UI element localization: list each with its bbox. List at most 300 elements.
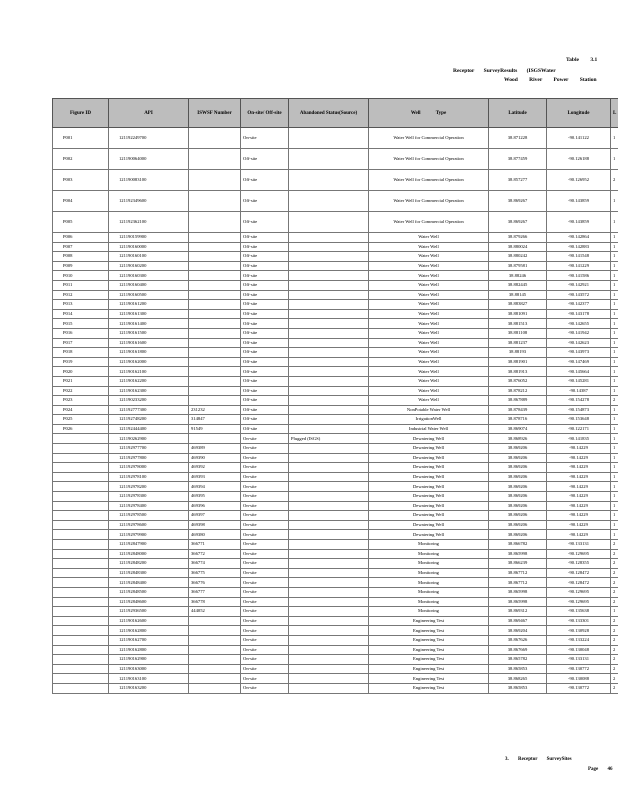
cell-l: 2 [611, 396, 618, 406]
cell-abandoned-status [289, 444, 369, 454]
cell-iswsf-number [189, 170, 241, 191]
table-row [53, 319, 618, 329]
cell-abandoned-status [289, 233, 369, 243]
cell-well-type: Monitoring [369, 559, 489, 569]
cell-api: 121190160100 [109, 252, 189, 262]
cell-well-type: Water Well [369, 252, 489, 262]
cell-longitude: -90.133301 [547, 616, 611, 626]
cell-abandoned-status [289, 616, 369, 626]
cell-onsite-offsite: On-site [241, 520, 289, 530]
cell-iswsf-number: 366774 [189, 559, 241, 569]
cell-iswsf-number: 469393 [189, 472, 241, 482]
cell-latitude: 38.869206 [489, 463, 547, 473]
cell-figure-id: P015 [53, 319, 109, 329]
cell-iswsf-number [189, 396, 241, 406]
cell-well-type: Water Well [369, 338, 489, 348]
cell-iswsf-number: 366771 [189, 540, 241, 550]
cell-onsite-offsite: Off-site [241, 191, 289, 212]
cell-figure-id: P021 [53, 376, 109, 386]
cell-onsite-offsite: Off-site [241, 328, 289, 338]
cell-longitude: -90.141122 [547, 128, 611, 149]
cell-latitude: 38.881513 [489, 319, 547, 329]
cell-api: 121192362100 [109, 212, 189, 233]
cell-iswsf-number [189, 300, 241, 310]
cell-longitude: -90.130088 [547, 674, 611, 684]
cell-longitude: -90.135638 [547, 607, 611, 617]
cell-figure-id [53, 463, 109, 473]
cell-figure-id [53, 520, 109, 530]
col-header-iswsf-number: ISWSF Number [189, 99, 241, 128]
cell-well-type: Water Well [369, 396, 489, 406]
table-row [53, 482, 618, 492]
cell-figure-id: P016 [53, 328, 109, 338]
cell-abandoned-status [289, 453, 369, 463]
cell-iswsf-number [189, 242, 241, 252]
cell-abandoned-status [289, 149, 369, 170]
table-row [53, 501, 618, 511]
col-header-well-type: Well Type [369, 99, 489, 128]
cell-longitude: -90.130048 [547, 645, 611, 655]
cell-onsite-offsite: On-site [241, 453, 289, 463]
cell-api: 121192978300 [109, 492, 189, 502]
cell-l: 1 [611, 472, 618, 482]
table-label [566, 57, 597, 63]
cell-figure-id: P006 [53, 233, 109, 243]
cell-l: 2 [611, 568, 618, 578]
cell-onsite-offsite: On-site [241, 501, 289, 511]
cell-abandoned-status [289, 626, 369, 636]
table-row [53, 655, 618, 665]
table-row [53, 674, 618, 684]
cell-figure-id: P014 [53, 309, 109, 319]
cell-longitude: -90.142655 [547, 319, 611, 329]
cell-iswsf-number [189, 252, 241, 262]
cell-abandoned-status [289, 482, 369, 492]
cell-api: 121192349600 [109, 191, 189, 212]
cell-well-type: Water Well [369, 319, 489, 329]
cell-iswsf-number [189, 348, 241, 358]
cell-iswsf-number: 314847 [189, 415, 241, 425]
cell-api: 121192777300 [109, 405, 189, 415]
cell-figure-id [53, 511, 109, 521]
cell-api: 121192444400 [109, 424, 189, 434]
table-row [53, 683, 618, 693]
cell-latitude: 38.878716 [489, 415, 547, 425]
cell-l: 1 [611, 444, 618, 454]
cell-longitude: -90.14229 [547, 482, 611, 492]
cell-abandoned-status [289, 511, 369, 521]
cell-onsite-offsite: On-site [241, 128, 289, 149]
cell-longitude: -90.14229 [547, 520, 611, 530]
cell-iswsf-number [189, 635, 241, 645]
table-row [53, 233, 618, 243]
cell-onsite-offsite: On-site [241, 645, 289, 655]
cell-well-type: Water Well [369, 309, 489, 319]
table-row [53, 635, 618, 645]
cell-l: 2 [611, 170, 618, 191]
cell-latitude: 38.876052 [489, 376, 547, 386]
cell-onsite-offsite: Off-site [241, 212, 289, 233]
cell-longitude: -90.142623 [547, 338, 611, 348]
cell-longitude: -90.154873 [547, 405, 611, 415]
cell-api: 121192978600 [109, 520, 189, 530]
cell-iswsf-number [189, 212, 241, 233]
table-row [53, 357, 618, 367]
cell-api: 121190233200 [109, 396, 189, 406]
cell-latitude: 38.880024 [489, 242, 547, 252]
cell-onsite-offsite: On-site [241, 683, 289, 693]
cell-figure-id [53, 674, 109, 684]
cell-l: 1 [611, 520, 618, 530]
cell-latitude: 38.868926 [489, 434, 547, 444]
cell-figure-id [53, 635, 109, 645]
cell-onsite-offsite: Off-site [241, 357, 289, 367]
cell-figure-id [53, 616, 109, 626]
cell-iswsf-number: 366777 [189, 587, 241, 597]
table-row [53, 645, 618, 655]
cell-onsite-offsite: Off-site [241, 338, 289, 348]
cell-latitude: 38.867712 [489, 578, 547, 588]
cell-figure-id: P026 [53, 424, 109, 434]
cell-well-type: Water Well [369, 280, 489, 290]
cell-longitude: -90.14229 [547, 492, 611, 502]
cell-abandoned-status [289, 587, 369, 597]
cell-iswsf-number [189, 191, 241, 212]
cell-l: 1 [611, 338, 618, 348]
cell-l: 1 [611, 482, 618, 492]
cell-longitude: -90.145281 [547, 376, 611, 386]
cell-well-type: Dewatering Well [369, 501, 489, 511]
table-row [53, 597, 618, 607]
cell-onsite-offsite: Off-site [241, 261, 289, 271]
cell-iswsf-number [189, 434, 241, 444]
cell-abandoned-status [289, 568, 369, 578]
cell-api: 121190160000 [109, 242, 189, 252]
cell-figure-id [53, 492, 109, 502]
cell-onsite-offsite: On-site [241, 434, 289, 444]
cell-figure-id: P025 [53, 415, 109, 425]
cell-l: 1 [611, 357, 618, 367]
cell-iswsf-number [189, 338, 241, 348]
cell-api: 121192936500 [109, 607, 189, 617]
cell-well-type: Water Well [369, 357, 489, 367]
cell-abandoned-status [289, 252, 369, 262]
cell-l: 1 [611, 367, 618, 377]
cell-abandoned-status [289, 242, 369, 252]
cell-abandoned-status [289, 212, 369, 233]
cell-l: 1 [611, 424, 618, 434]
cell-iswsf-number: 469389 [189, 444, 241, 454]
cell-iswsf-number [189, 367, 241, 377]
cell-latitude: 38.88193 [489, 348, 547, 358]
cell-latitude: 38.871228 [489, 128, 547, 149]
table-row [53, 472, 618, 482]
cell-onsite-offsite: Off-site [241, 415, 289, 425]
table-row [53, 396, 618, 406]
cell-iswsf-number: 469394 [189, 482, 241, 492]
cell-api: 121190160400 [109, 280, 189, 290]
cell-figure-id [53, 482, 109, 492]
cell-api: 121190163100 [109, 674, 189, 684]
footer-section: 3. Receptor SurveySites [505, 757, 572, 762]
cell-api: 121192978000 [109, 463, 189, 473]
cell-longitude: -90.141229 [547, 261, 611, 271]
cell-well-type: IrrigationWell [369, 415, 489, 425]
cell-l: 1 [611, 348, 618, 358]
cell-abandoned-status [289, 501, 369, 511]
cell-figure-id [53, 530, 109, 540]
cell-iswsf-number [189, 357, 241, 367]
table-label-text: Table [566, 57, 579, 63]
cell-figure-id [53, 501, 109, 511]
cell-latitude: 38.869206 [489, 472, 547, 482]
cell-l: 1 [611, 233, 618, 243]
cell-latitude: 38.879581 [489, 261, 547, 271]
col-header-l: L [611, 99, 618, 128]
cell-abandoned-status [289, 597, 369, 607]
cell-abandoned-status: Plugged (ISGS) [289, 434, 369, 444]
cell-well-type: Water Well [369, 386, 489, 396]
cell-l: 1 [611, 242, 618, 252]
cell-onsite-offsite: Off-site [241, 300, 289, 310]
cell-onsite-offsite: Off-site [241, 319, 289, 329]
cell-well-type: Engineering Test [369, 655, 489, 665]
cell-longitude: -90.130928 [547, 626, 611, 636]
cell-iswsf-number [189, 280, 241, 290]
cell-longitude: -90.128472 [547, 578, 611, 588]
table-row [53, 328, 618, 338]
table-row [53, 520, 618, 530]
cell-well-type: Engineering Test [369, 683, 489, 693]
cell-abandoned-status [289, 424, 369, 434]
cell-api: 121190064000 [109, 149, 189, 170]
cell-api: 121190162800 [109, 645, 189, 655]
cell-figure-id: P023 [53, 396, 109, 406]
table-row [53, 415, 618, 425]
cell-longitude: -90.143973 [547, 348, 611, 358]
cell-well-type: Water Well for Commercial Operation [369, 191, 489, 212]
cell-api: 121192748200 [109, 415, 189, 425]
cell-iswsf-number: 469380 [189, 530, 241, 540]
cell-well-type: Water Well [369, 367, 489, 377]
cell-abandoned-status [289, 635, 369, 645]
cell-well-type: Dewatering Well [369, 434, 489, 444]
cell-latitude: 38.869206 [489, 492, 547, 502]
cell-well-type: Water Well [369, 233, 489, 243]
cell-figure-id: P024 [53, 405, 109, 415]
cell-latitude: 38.865998 [489, 549, 547, 559]
cell-onsite-offsite: On-site [241, 559, 289, 569]
cell-api: 121192848500 [109, 587, 189, 597]
cell-figure-id [53, 549, 109, 559]
cell-iswsf-number: 91549 [189, 424, 241, 434]
table-row [53, 348, 618, 358]
cell-l: 1 [611, 149, 618, 170]
cell-abandoned-status [289, 309, 369, 319]
cell-well-type: Engineering Test [369, 616, 489, 626]
cell-well-type: Water Well [369, 328, 489, 338]
cell-abandoned-status [289, 357, 369, 367]
cell-figure-id [53, 607, 109, 617]
cell-api: 121190159900 [109, 233, 189, 243]
cell-longitude: -90.133131 [547, 540, 611, 550]
cell-abandoned-status [289, 683, 369, 693]
cell-onsite-offsite: Off-site [241, 386, 289, 396]
cell-longitude: -90.126188 [547, 149, 611, 170]
cell-api: 121190162300 [109, 386, 189, 396]
cell-iswsf-number: 231232 [189, 405, 241, 415]
cell-iswsf-number [189, 261, 241, 271]
cell-iswsf-number [189, 290, 241, 300]
cell-figure-id: P004 [53, 191, 109, 212]
cell-well-type: Dewatering Well [369, 472, 489, 482]
cell-onsite-offsite: Off-site [241, 252, 289, 262]
cell-figure-id [53, 472, 109, 482]
cell-latitude: 38.869204 [489, 626, 547, 636]
cell-l: 2 [611, 664, 618, 674]
cell-longitude: -90.141942 [547, 328, 611, 338]
cell-abandoned-status [289, 520, 369, 530]
cell-l: 1 [611, 492, 618, 502]
cell-api: 121190161800 [109, 348, 189, 358]
cell-latitude: 38.866239 [489, 559, 547, 569]
table-row [53, 664, 618, 674]
cell-api: 121192978200 [109, 482, 189, 492]
cell-abandoned-status [289, 530, 369, 540]
cell-l: 1 [611, 463, 618, 473]
table-row [53, 607, 618, 617]
cell-onsite-offsite: On-site [241, 463, 289, 473]
cell-abandoned-status [289, 578, 369, 588]
cell-l: 1 [611, 128, 618, 149]
table-row [53, 463, 618, 473]
cell-iswsf-number: 366772 [189, 549, 241, 559]
cell-onsite-offsite: Off-site [241, 170, 289, 191]
cell-onsite-offsite: Off-site [241, 242, 289, 252]
table-row [53, 252, 618, 262]
cell-well-type: Dewatering Well [369, 511, 489, 521]
cell-figure-id: P010 [53, 271, 109, 281]
cell-latitude: 38.869206 [489, 520, 547, 530]
table-row [53, 453, 618, 463]
cell-figure-id: P018 [53, 348, 109, 358]
cell-figure-id: P011 [53, 280, 109, 290]
cell-longitude: -90.129695 [547, 587, 611, 597]
cell-latitude: 38.881091 [489, 309, 547, 319]
cell-figure-id: P012 [53, 290, 109, 300]
cell-longitude: -90.14387 [547, 386, 611, 396]
cell-abandoned-status [289, 405, 369, 415]
cell-figure-id: P008 [53, 252, 109, 262]
col-header-api: API [109, 99, 189, 128]
cell-well-type: Water Well [369, 261, 489, 271]
table-row [53, 149, 618, 170]
cell-well-type: Water Well [369, 300, 489, 310]
cell-onsite-offsite: Off-site [241, 367, 289, 377]
cell-latitude: 38.869312 [489, 607, 547, 617]
table-row [53, 405, 618, 415]
table-body [53, 128, 618, 694]
cell-abandoned-status [289, 386, 369, 396]
cell-longitude: -90.14229 [547, 472, 611, 482]
cell-well-type: Engineering Test [369, 645, 489, 655]
table-row [53, 616, 618, 626]
cell-figure-id [53, 597, 109, 607]
cell-iswsf-number: 469396 [189, 501, 241, 511]
cell-onsite-offsite: Off-site [241, 424, 289, 434]
cell-figure-id: P020 [53, 367, 109, 377]
cell-api: 121190162000 [109, 357, 189, 367]
cell-well-type: Monitoring [369, 540, 489, 550]
table-row [53, 540, 618, 550]
cell-longitude: -90.142883 [547, 242, 611, 252]
cell-well-type: Water Well [369, 376, 489, 386]
table-row [53, 434, 618, 444]
cell-longitude: -90.145664 [547, 367, 611, 377]
cell-onsite-offsite: On-site [241, 444, 289, 454]
cell-longitude: -90.14229 [547, 444, 611, 454]
col-header-abandoned-status: Abandoned Status(Source) [289, 99, 369, 128]
cell-latitude: 38.867889 [489, 396, 547, 406]
cell-well-type: Engineering Test [369, 626, 489, 636]
cell-abandoned-status [289, 319, 369, 329]
cell-onsite-offsite: On-site [241, 540, 289, 550]
cell-figure-id [53, 444, 109, 454]
cell-abandoned-status [289, 540, 369, 550]
cell-iswsf-number [189, 655, 241, 665]
cell-api: 121192848400 [109, 578, 189, 588]
cell-longitude: -90.14229 [547, 453, 611, 463]
cell-l: 1 [611, 191, 618, 212]
cell-well-type: Water Well for Commercial Operation [369, 128, 489, 149]
table-row [53, 261, 618, 271]
cell-latitude: 38.881237 [489, 338, 547, 348]
cell-longitude: -90.143859 [547, 212, 611, 233]
cell-longitude: -90.143178 [547, 309, 611, 319]
cell-iswsf-number: 469398 [189, 520, 241, 530]
cell-iswsf-number [189, 319, 241, 329]
cell-api: 121192847900 [109, 540, 189, 550]
table-title-line-1: Receptor SurveyResults (ISGSWater [453, 68, 556, 74]
cell-api: 121190160300 [109, 271, 189, 281]
cell-api: 121192978500 [109, 511, 189, 521]
table-row [53, 511, 618, 521]
cell-l: 1 [611, 319, 618, 329]
cell-l: 1 [611, 309, 618, 319]
cell-abandoned-status [289, 328, 369, 338]
col-header-latitude: Latitude [489, 99, 547, 128]
cell-figure-id: P007 [53, 242, 109, 252]
table-row [53, 280, 618, 290]
cell-api: 121190161200 [109, 300, 189, 310]
cell-figure-id [53, 540, 109, 550]
cell-l: 1 [611, 300, 618, 310]
cell-longitude: -90.147469 [547, 357, 611, 367]
cell-longitude: -90.141835 [547, 434, 611, 444]
cell-well-type: Dewatering Well [369, 482, 489, 492]
cell-longitude: -90.130772 [547, 683, 611, 693]
cell-l: 1 [611, 530, 618, 540]
cell-api: 121192249700 [109, 128, 189, 149]
footer-page [588, 767, 613, 772]
cell-iswsf-number [189, 233, 241, 243]
cell-longitude: -90.129695 [547, 597, 611, 607]
table-row [53, 191, 618, 212]
cell-abandoned-status [289, 376, 369, 386]
col-header-figure-id: Figure ID [53, 99, 109, 128]
cell-figure-id [53, 587, 109, 597]
cell-well-type: Dewatering Well [369, 492, 489, 502]
